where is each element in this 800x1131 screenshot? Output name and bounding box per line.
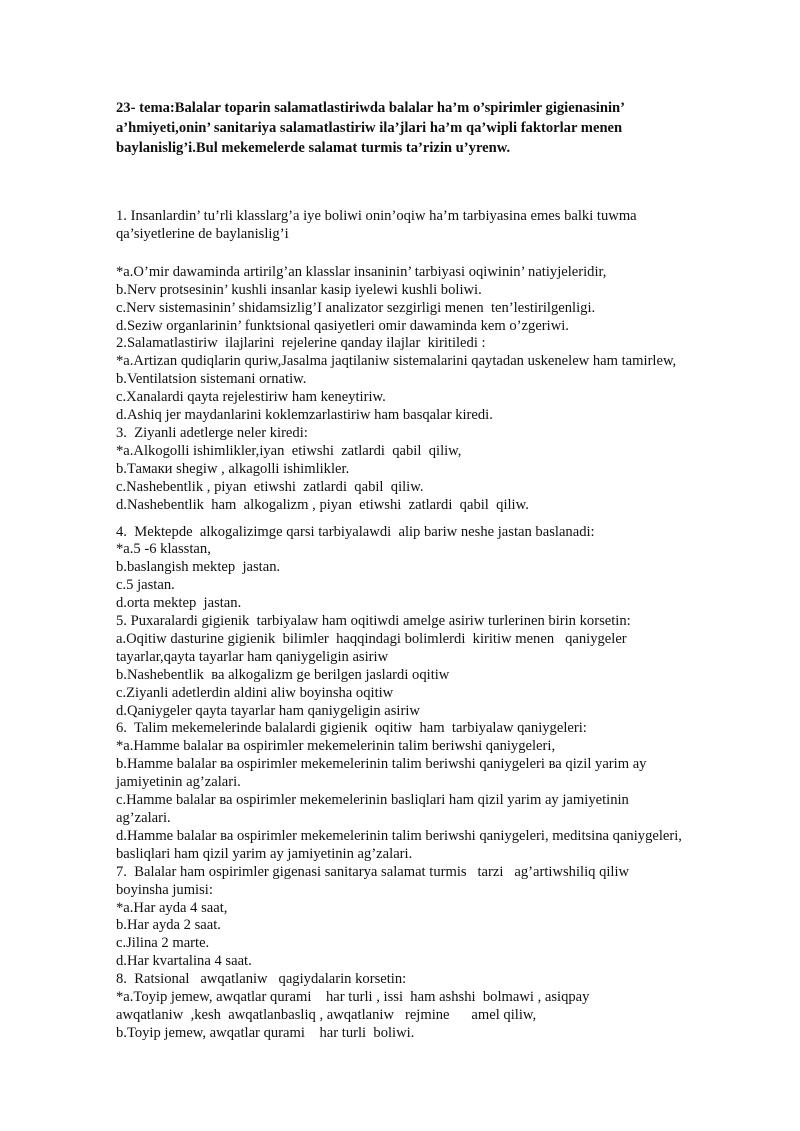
answer-option: b.Hamme balalar ва ospirimler mekemelerinin talim beriwshi qaniygeleri ва qizil yarim ay xyxy=(116,756,647,773)
question-4: 4. Mektepde alkogalizimge qarsi tarbiyalawdi alip bariw neshe jastan baslanadi: xyxy=(116,523,595,540)
answer-option: d.Har kvartalina 4 saat. xyxy=(116,953,252,970)
answer-option-cont: ag’zalari. xyxy=(116,810,171,826)
answer-option-cont: awqatlaniw ,kesh awqatlanbasliq , awqatlaniw rejmine amel qiliw, xyxy=(116,1006,537,1023)
answer-option: b.Toyip jemew, awqatlar qurami har turli boliwi. xyxy=(116,1024,415,1041)
answer-option: b.Ventilatsion sistemani ornatiw. xyxy=(116,371,307,388)
answer-option-cont: tayarlar,qayta tayarlar ham qaniygeligin asiriw xyxy=(116,648,389,665)
question-2: 2.Salamatlastiriw ilajlarini rejelerine qanday ilajlar kiritiledi : xyxy=(116,335,486,352)
answer-option: d.Nashebentlik ham alkogalizm , piyan etiwshi zatlardi qabil qiliw. xyxy=(116,496,529,513)
answer-option-cont: jamiyetinin ag’zalari. xyxy=(116,774,241,791)
question-7: 7. Balalar ham ospirimler gigenasi sanitarya salamat turmis tarzi ag’artiwshiliq qiliw xyxy=(116,863,630,880)
answer-option: b.Nashebentlik ва alkogalizm ge berilgen jaslardi oqitiw xyxy=(116,666,450,683)
answer-option: a.Oqitiw dasturine gigienik bilimler haqqindagi bolimlerdi kiritiw menen qaniygeler xyxy=(116,630,627,647)
question-5: 5. Puxaralardi gigienik tarbiyalaw ham oqitiwdi amelge asiriw turlerinen birin korsetin: xyxy=(116,613,631,630)
question-1-cont: qa’siyetlerine de baylanislig’i xyxy=(116,225,289,242)
question-list xyxy=(116,208,756,1043)
answer-option: b.baslangish mektep jastan. xyxy=(116,559,281,576)
answer-option: c.5 jastan. xyxy=(116,577,175,594)
answer-option: c.Xanalardi qayta rejelestiriw ham keneytiriw. xyxy=(116,389,386,406)
answer-option: c.Nerv sistemasinin’ shidamsizlig’I analizator sezgirligi menen ten’lestirilgenligi. xyxy=(116,299,596,316)
topic-heading xyxy=(116,98,716,158)
answer-option: b.Har ayda 2 saat. xyxy=(116,917,221,934)
answer-option: d.Qaniygeler qayta tayarlar ham qaniygeligin asiriw xyxy=(116,702,420,719)
answer-option: c.Jilina 2 marte. xyxy=(116,935,210,952)
answer-option: *a.Alkogolli ishimlikler,iyan etiwshi zatlardi qabil qiliw, xyxy=(116,442,462,459)
question-8: 8. Ratsional awqatlaniw qagiydalarin korsetin: xyxy=(116,971,407,988)
answer-option: *a.5 -6 klasstan, xyxy=(116,541,211,558)
answer-option: *a.O’mir dawaminda artirilg’an klasslar insaninin’ tarbiyasi oqiwinin’ natiyjeleridir, xyxy=(116,263,607,280)
answer-option: c.Ziyanli adetlerdin aldini aliw boyinsha oqitiw xyxy=(116,684,394,701)
answer-option: d.orta mektep jastan. xyxy=(116,595,242,612)
answer-option: *a.Har ayda 4 saat, xyxy=(116,899,228,916)
question-1: 1. Insanlardin’ tu’rli klasslarg’a iye boliwi onin’oqiw ha’m tarbiyasina emes balki tuwma xyxy=(116,208,637,224)
answer-option: c.Nashebentlik , piyan etiwshi zatlardi qabil qiliw. xyxy=(116,478,424,495)
heading-line: 23- tema:Balalar toparin salamatlastiriwda balalar ha’m o’spirimler gigienasinin’ xyxy=(116,100,626,116)
answer-option: b.Nerv protsesinin’ kushli insanlar kasip iyelewi kushli boliwi. xyxy=(116,281,482,298)
question-3: 3. Ziyanli adetlerge neler kiredi: xyxy=(116,424,308,441)
answer-option: d.Hamme balalar ва ospirimler mekemelerinin talim beriwshi qaniygeleri, meditsina qaniygeleri, xyxy=(116,827,682,844)
answer-option: *a.Hamme balalar ва ospirimler mekemelerinin talim beriwshi qaniygeleri, xyxy=(116,738,556,755)
heading-line: a’hmiyeti,onin’ sanitariya salamatlastiriw ila’jlari ha’m qa’wipli faktorlar menen xyxy=(116,120,623,136)
heading-line: baylanislig’i.Bul mekemelerde salamat turmis ta’rizin u’yrenw. xyxy=(116,140,511,156)
answer-option: b.Тамаки shegiw , alkagolli ishimlikler. xyxy=(116,460,350,477)
answer-option: d.Seziw organlarinin’ funktsional qasiyetleri omir dawaminda kem o’zgeriwi. xyxy=(116,317,569,334)
question-7-cont: boyinsha jumisi: xyxy=(116,881,213,898)
question-6: 6. Talim mekemelerinde balalardi gigienik oqitiw ham tarbiyalaw qaniygeleri: xyxy=(116,720,587,737)
answer-option: c.Hamme balalar ва ospirimler mekemelerinin basliqlari ham qizil yarim ay jamiyetinin xyxy=(116,792,629,809)
answer-option: *a.Toyip jemew, awqatlar qurami har turli , issi ham ashshi bolmawi , asiqpay xyxy=(116,989,590,1006)
answer-option-cont: basliqlari ham qizil yarim ay jamiyetinin ag’zalari. xyxy=(116,845,413,862)
answer-option: d.Ashiq jer maydanlarini koklemzarlastiriw ham basqalar kiredi. xyxy=(116,407,493,424)
answer-option: *a.Artizan qudiqlarin quriw,Jasalma jaqtilaniw sistemalarini qaytadan uskenelew ham tamirlew, xyxy=(116,353,677,370)
